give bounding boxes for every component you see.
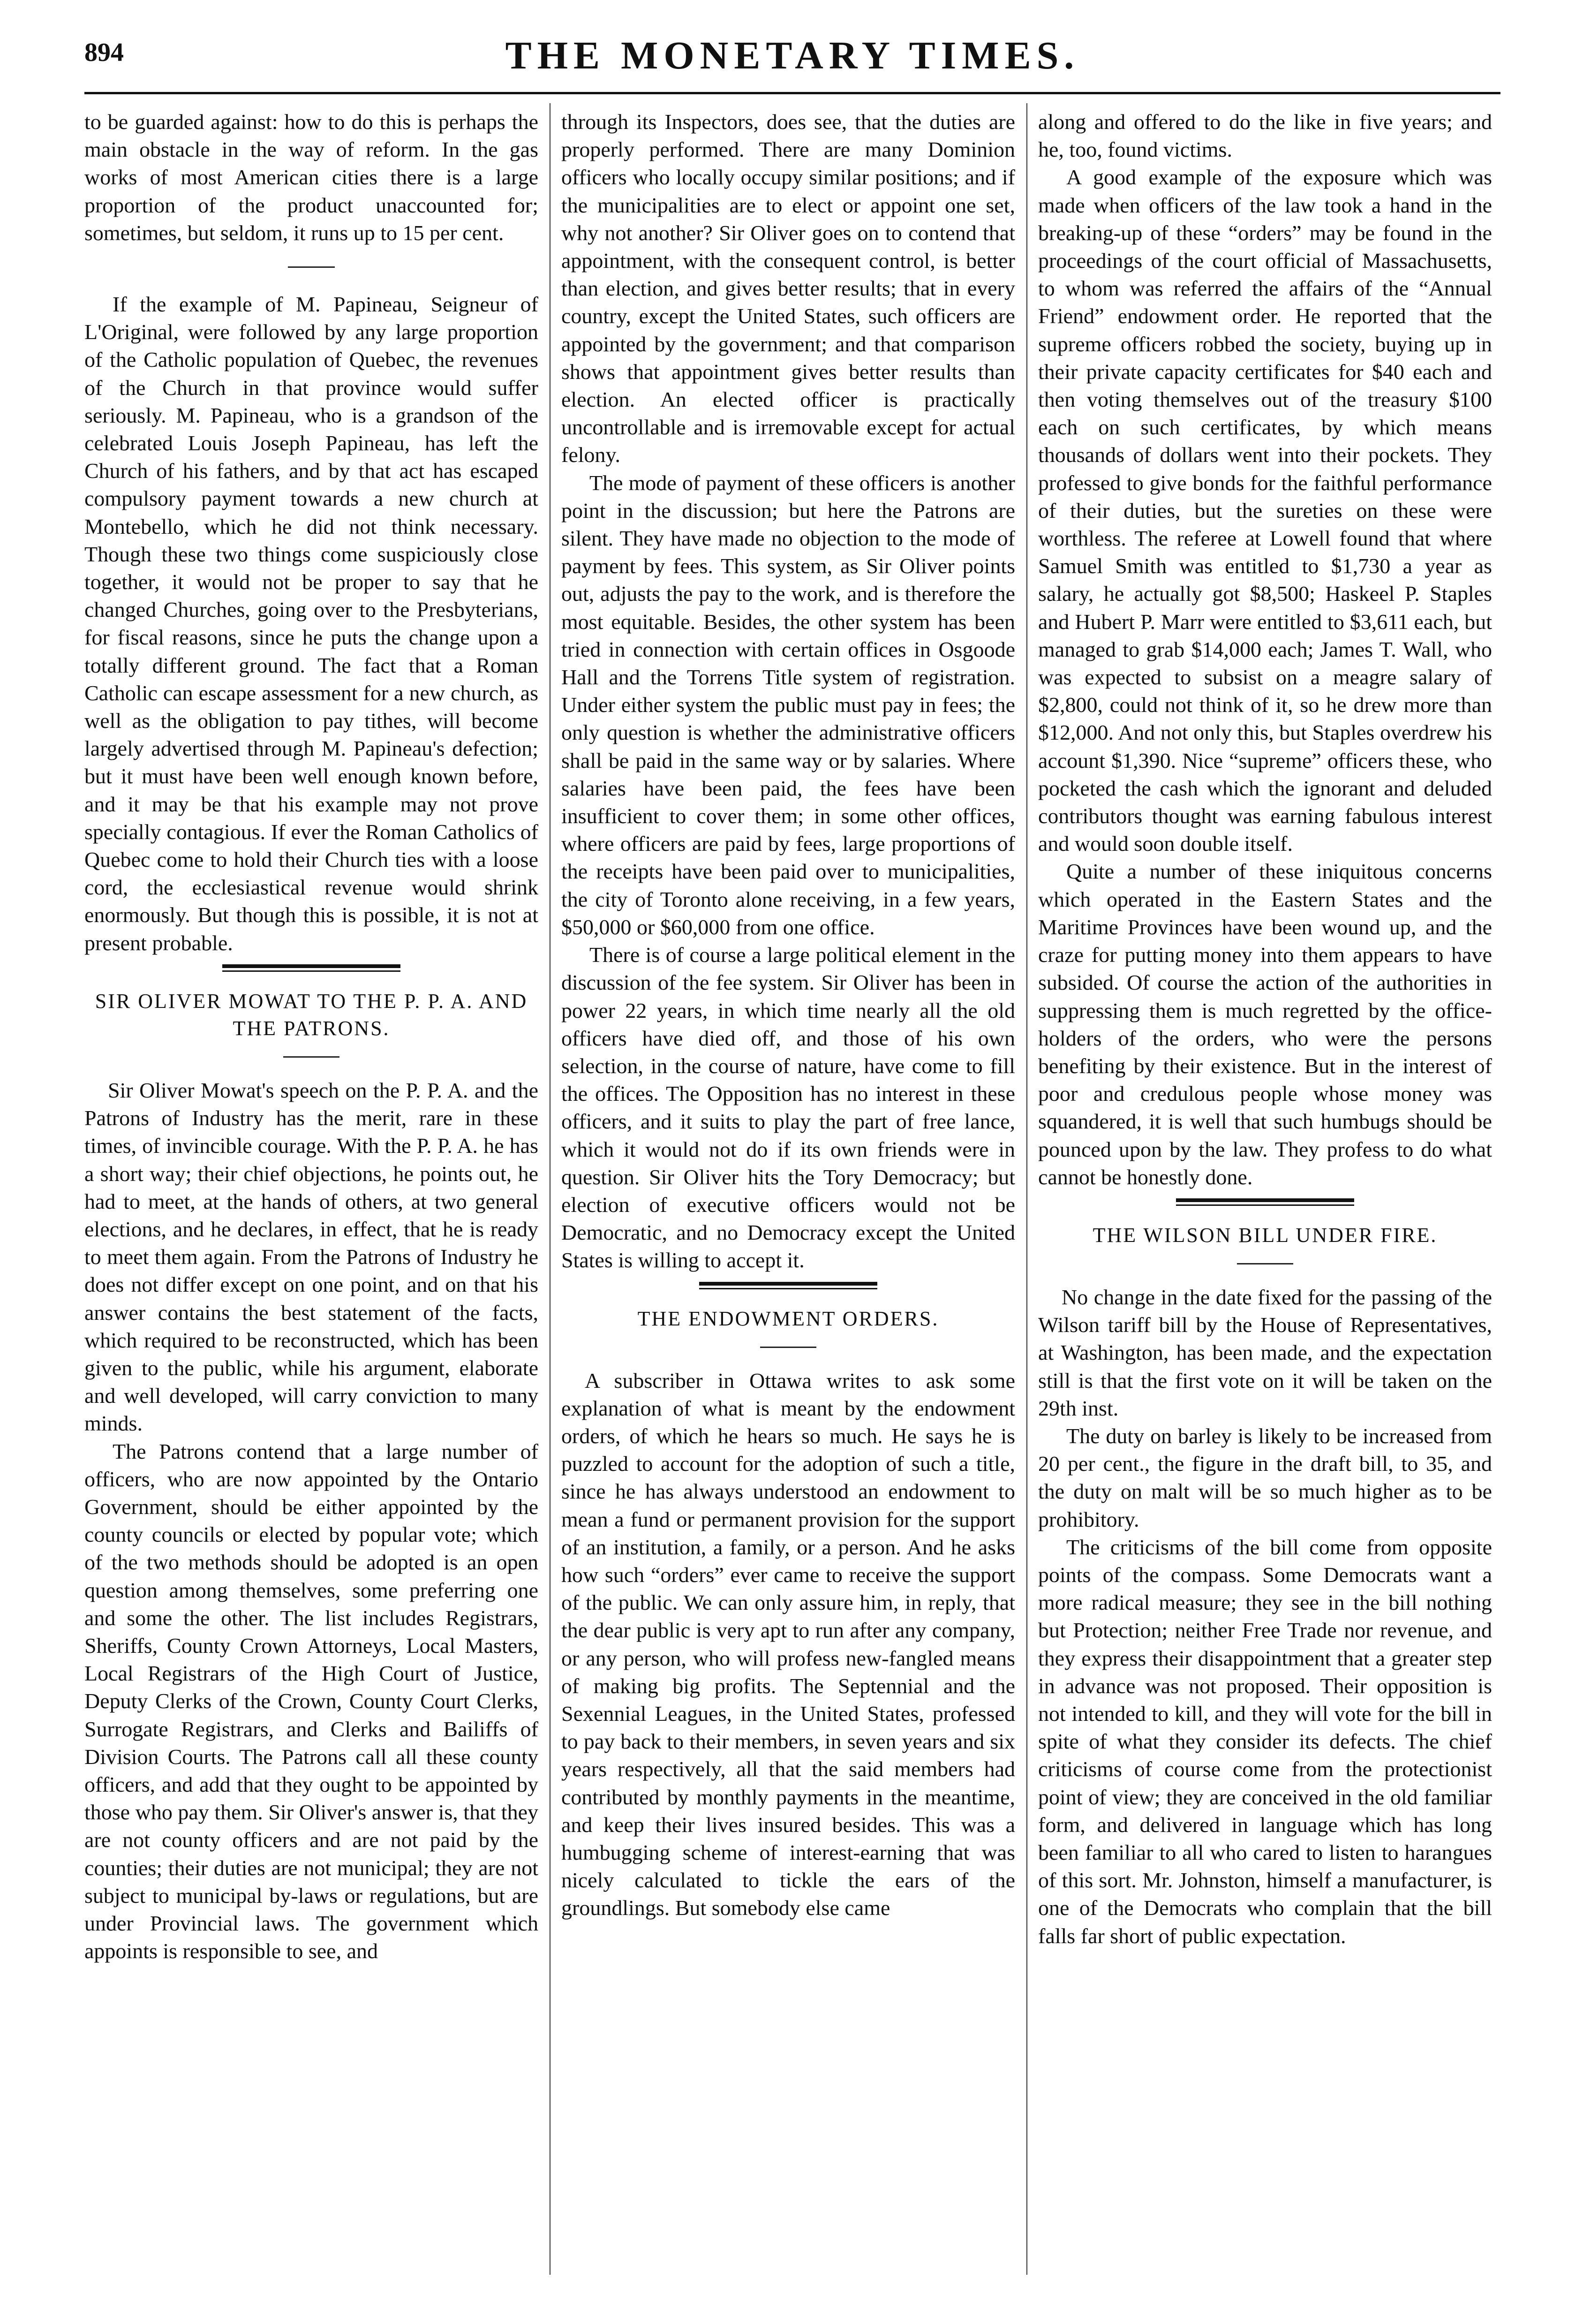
section-divider bbox=[288, 266, 335, 268]
paragraph: The duty on barley is likely to be increased from 20 per cent., the figure in the draft bill, to 35, and the duty on malt will be so much higher as to be prohibitory. bbox=[1038, 1423, 1492, 1531]
heading-rule bbox=[283, 1056, 339, 1058]
column-3 bbox=[1038, 108, 1492, 2270]
article-divider bbox=[699, 1282, 877, 1289]
article-divider bbox=[222, 964, 400, 972]
page-header bbox=[84, 33, 1500, 84]
paragraph: If the example of M. Papineau, Seigneur of L'Original, were followed by any large proportion of the Catholic population of Quebec, the revenues of the Church in that province would suffer seriously. M. Papineau, who is a grandson of the celebrated Louis Joseph Papineau, has left the Church of his fathers, and by that act has escaped compulsory payment towards a new church at Montebello, which he did not think necessary. Though these two things come suspiciously close together, it would not be proper to say that he changed Churches, going over to the Presbyterians, for fiscal reasons, since he puts the change upon a totally different ground. The fact that a Roman Catholic can escape assessment for a new church, as well as the obligation to pay tithes, will become largely advertised through M. Papineau's defection; but it must have been well enough known before, and it may be that his example may not prove specially contagious. If ever the Roman Catholics of Quebec come to hold their Church ties with a loose cord, the ecclesiastical revenue would shrink enormously. But though this is possible, it is not at present probable. bbox=[84, 292, 538, 955]
header-rule bbox=[84, 92, 1500, 94]
column-1 bbox=[84, 108, 538, 2270]
paragraph: The Patrons contend that a large number of officers, who are now appointed by the Ontario Government, should be either appointed by the county councils or elected by popular vote; which of the two methods should be adopted is an open question among themselves, some preferring one and some the other. The list includes Registrars, Sheriffs, County Crown Attorneys, Local Masters, Local Registrars of the High Court of Justice, Deputy Clerks of the Crown, County Court Clerks, Surrogate Registrars, and Clerks and Bailiffs of Division Courts. The Patrons call all these county officers, and add that they ought to be appointed by those who pay them. Sir Oliver's answer is, that they are not county officers and are not paid by the counties; their duties are not municipal; they are not subject to municipal by-laws or regulations, but are under Provincial laws. The government which appoints is responsible to see, and bbox=[84, 1439, 538, 1963]
article-heading: SIR OLIVER MOWAT TO THE P. P. A. AND THE PATRONS. bbox=[95, 989, 528, 1040]
paragraph: A subscriber in Ottawa writes to ask some explanation of what is meant by the endowment orders, of which he hears so much. He says he is puzzled to account for the adoption of such a title, since he has always understood an endowment to mean a fund or permanent provision for the support of an institution, a family, or a person. And he asks how such “orders” ever came to receive the support of the public. We can only assure him, in reply, that the dear public is very apt to run after any company, or any person, who will profess new-fangled means of making big profits. The Septennial and the Sexennial Leagues, in the United States, professed to pay back to their members, in seven years and six years respectively, all that the said members had contributed by monthly payments in the meantime, and keep their lives insured besides. This was a humbugging scheme of interest-earning that was nicely calculated to tickle the ears of the groundlings. But somebody else came bbox=[561, 1368, 1015, 1920]
paragraph: There is of course a large political element in the discussion of the fee system. Sir Oliver has been in power 22 years, in which time nearly all the old officers have died off, and those of his own selection, in the course of nature, have come to fill the offices. The Opposition has no interest in these officers, and it suits to play the part of free lance, which it would not do if its own friends were in question. Sir Oliver hits the Tory Democracy; but election of executive officers would not be Democratic, and no Democracy except the United States is willing to accept it. bbox=[561, 943, 1015, 1272]
paragraph: A good example of the exposure which was made when officers of the law took a hand in the breaking-up of these “orders” may be found in the proceedings of the court official of Massachusetts, to whom was referred the affairs of the “Annual Friend” endowment order. He reported that the supreme officers robbed the society, buying up in their private capacity certificates for $40 each and then voting themselves out of the treasury $100 each on such certificates, by which means thousands of dollars went into their pockets. They professed to give bonds for the faithful performance of their duties, but the sureties on these were worthless. The referee at Lowell found that where Samuel Smith was entitled to $1,730 a year as salary, he actually got $8,500; Haskeel P. Staples and Hubert P. Marr were entitled to $3,611 each, but managed to grab $14,000 each; James T. Wall, who was expected to subsist on a meagre salary of $2,800, could not think of it, so he drew more than $12,000. And not only this, but Staples overdrew his account $1,390. Nice “supreme” officers these, who pocketed the cash which the ignorant and deluded contributors thought was earning fabulous interest and would soon double itself. bbox=[1038, 165, 1492, 856]
paragraph: through its Inspectors, does see, that the duties are properly performed. There are many Dominion officers who locally occupy similar positions; and if the municipalities are to elect or appoint one set, why not another? Sir Oliver goes on to contend that appointment, with the consequent control, is better than election, and gives better results; that in every country, except the United States, such officers are appointed by the government; and that comparison shows that appointment gives better results than election. An elected officer is practically uncontrollable and is irremovable except for actual felony. bbox=[561, 110, 1015, 467]
article-divider bbox=[1176, 1198, 1354, 1206]
column-2 bbox=[561, 108, 1015, 2270]
paragraph: to be guarded against: how to do this is perhaps the main obstacle in the way of reform. In the gas works of most American cities there is a large proportion of the product unaccounted for; sometimes, but seldom, it runs up to 15 per cent. bbox=[84, 110, 538, 245]
paragraph: Sir Oliver Mowat's speech on the P. P. A. and the Patrons of Industry has the merit, rare in these times, of invincible courage. With the P. P. A. he has a short way; their chief objections, he points out, he had to meet, at the hands of others, at two general elections, and he declares, in effect, that he is ready to meet them again. From the Patrons of Industry he does not differ except on one point, and on that his answer contains the best statement of the facts, which required to be reconstructed, which has been given to the public, while his argument, elaborate and well developed, will carry conviction to many minds. bbox=[84, 1078, 538, 1436]
heading-rule bbox=[1237, 1263, 1293, 1264]
paragraph: along and offered to do the like in five years; and he, too, found victims. bbox=[1038, 110, 1492, 162]
heading-rule bbox=[760, 1347, 816, 1348]
paragraph: No change in the date fixed for the passing of the Wilson tariff bill by the House of Representatives, at Washington, has been made, and the expectation still is that the first vote on it will be taken on the 29th inst. bbox=[1038, 1285, 1492, 1420]
paragraph: The criticisms of the bill come from opposite points of the compass. Some Democrats want a more radical measure; they see in the bill nothing but Protection; neither Free Trade nor revenue, and they express their disappointment that a greater step in advance was not proposed. Their opposition is not intended to kill, and they will vote for the bill in spite of what they consider its defects. The chief criticisms of course come from the protectionist point of view; they are conceived in the old familiar form, and delivered in language which has long been familiar to all who cared to listen to harangues of this sort. Mr. Johnston, himself a manufacturer, is one of the Democrats who complain that the bill falls far short of public expectation. bbox=[1038, 1535, 1492, 1948]
article-heading: THE ENDOWMENT ORDERS. bbox=[637, 1307, 939, 1330]
masthead-title: THE MONETARY TIMES. bbox=[505, 34, 1080, 77]
paragraph: Quite a number of these iniquitous concerns which operated in the Eastern States and the Maritime Provinces have been wound up, and the craze for putting money into them appears to have subsided. Of course the action of the authorities in suppressing them is much regretted by the office-holders of the orders, who were the persons benefiting by their existence. But in the interest of poor and credulous people whose money was squandered, it is well that such humbugs should be pounced upon by the law. They profess to do what cannot be honestly done. bbox=[1038, 859, 1492, 1189]
paragraph: The mode of payment of these officers is another point in the discussion; but here the Patrons are silent. They have made no objection to the mode of payment by fees. This system, as Sir Oliver points out, adjusts the pay to the work, and is therefore the most equitable. Besides, the other system has been tried in connection with certain offices in Osgoode Hall and the Torrens Title system of registration. Under either system the public must pay in fees; the only question is whether the administrative officers shall be paid in the same way or by salaries. Where salaries have been paid, the fees have been insufficient to cover them; in some other offices, where officers are paid by fees, large proportions of the receipts have been paid over to municipalities, the city of Toronto alone receiving, in a few years, $50,000 or $60,000 from one office. bbox=[561, 470, 1015, 939]
page-number: 894 bbox=[84, 38, 124, 67]
article-heading: THE WILSON BILL UNDER FIRE. bbox=[1093, 1223, 1438, 1247]
column-separator bbox=[1026, 103, 1027, 2275]
